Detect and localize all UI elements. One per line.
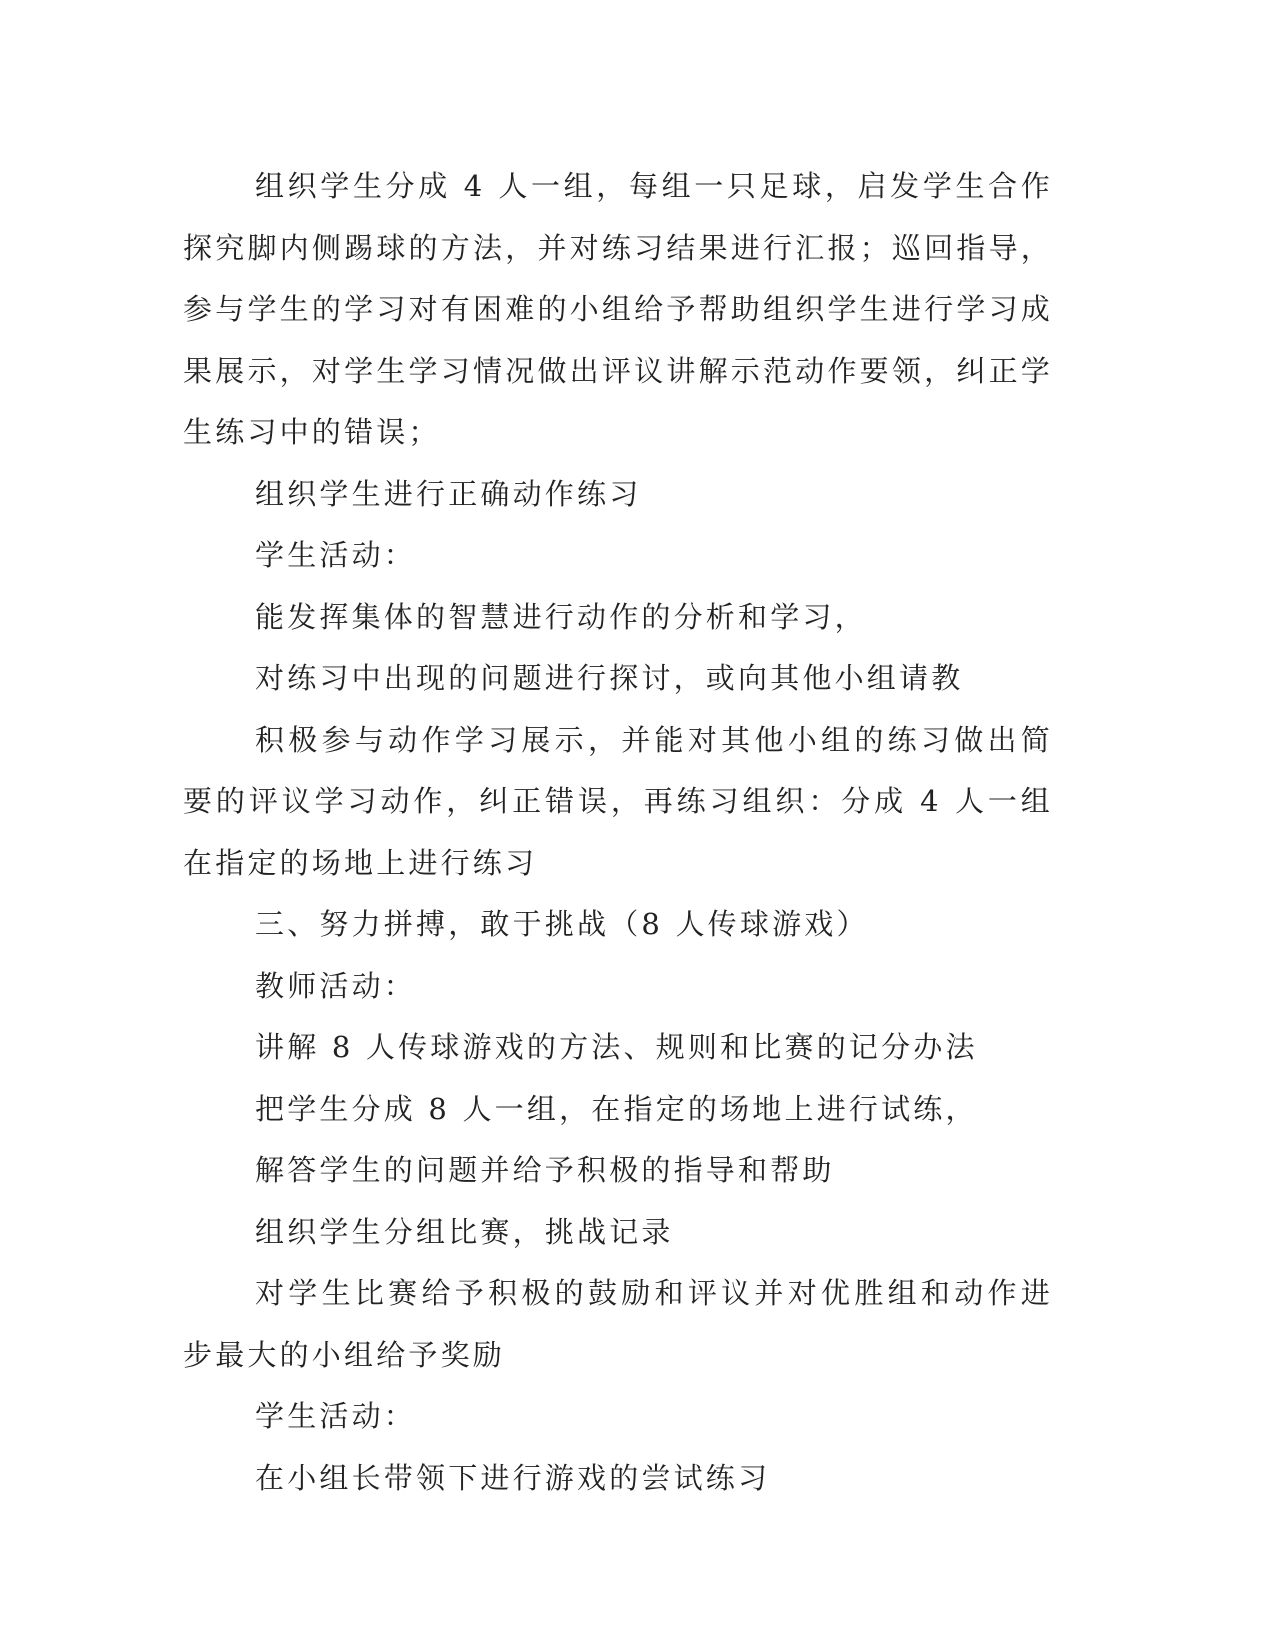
document-body — [183, 156, 1053, 1509]
section-heading: 三、努力拼搏，敢于挑战（8 人传球游戏） — [255, 907, 869, 941]
paragraph: 组织学生分成 4 人一组，每组一只足球，启发学生合作探究脚内侧踢球的方法，并对练习结果进行汇报；巡回指导，参与学生的学习对有困难的小组给予帮助组织学生进行学习成果展示，对学生学习情况做出评议讲解示范动作要领，纠正学生练习中的错误； — [183, 169, 1053, 449]
paragraph: 学生活动： — [255, 538, 417, 572]
paragraph: 组织学生分组比赛，挑战记录 — [255, 1214, 674, 1249]
paragraph: 能发挥集体的智慧进行动作的分析和学习， — [255, 599, 867, 634]
paragraph: 对学生比赛给予积极的鼓励和评议并对优胜组和动作进步最大的小组给予奖励 — [183, 1276, 1053, 1372]
paragraph: 学生活动： — [255, 1399, 417, 1433]
paragraph: 组织学生进行正确动作练习 — [255, 476, 642, 511]
paragraph: 积极参与动作学习展示，并能对其他小组的练习做出简要的评议学习动作，纠正错误，再练习组织：分成 4 人一组在指定的场地上进行练习 — [183, 722, 1053, 880]
paragraph: 在小组长带领下进行游戏的尝试练习 — [255, 1460, 771, 1495]
paragraph: 讲解 8 人传球游戏的方法、规则和比赛的记分办法 — [255, 1030, 978, 1064]
paragraph: 对练习中出现的问题进行探讨，或向其他小组请教 — [255, 661, 964, 695]
paragraph: 把学生分成 8 人一组，在指定的场地上进行试练， — [255, 1091, 978, 1126]
paragraph: 解答学生的问题并给予积极的指导和帮助 — [255, 1153, 835, 1187]
paragraph: 教师活动： — [255, 968, 417, 1003]
